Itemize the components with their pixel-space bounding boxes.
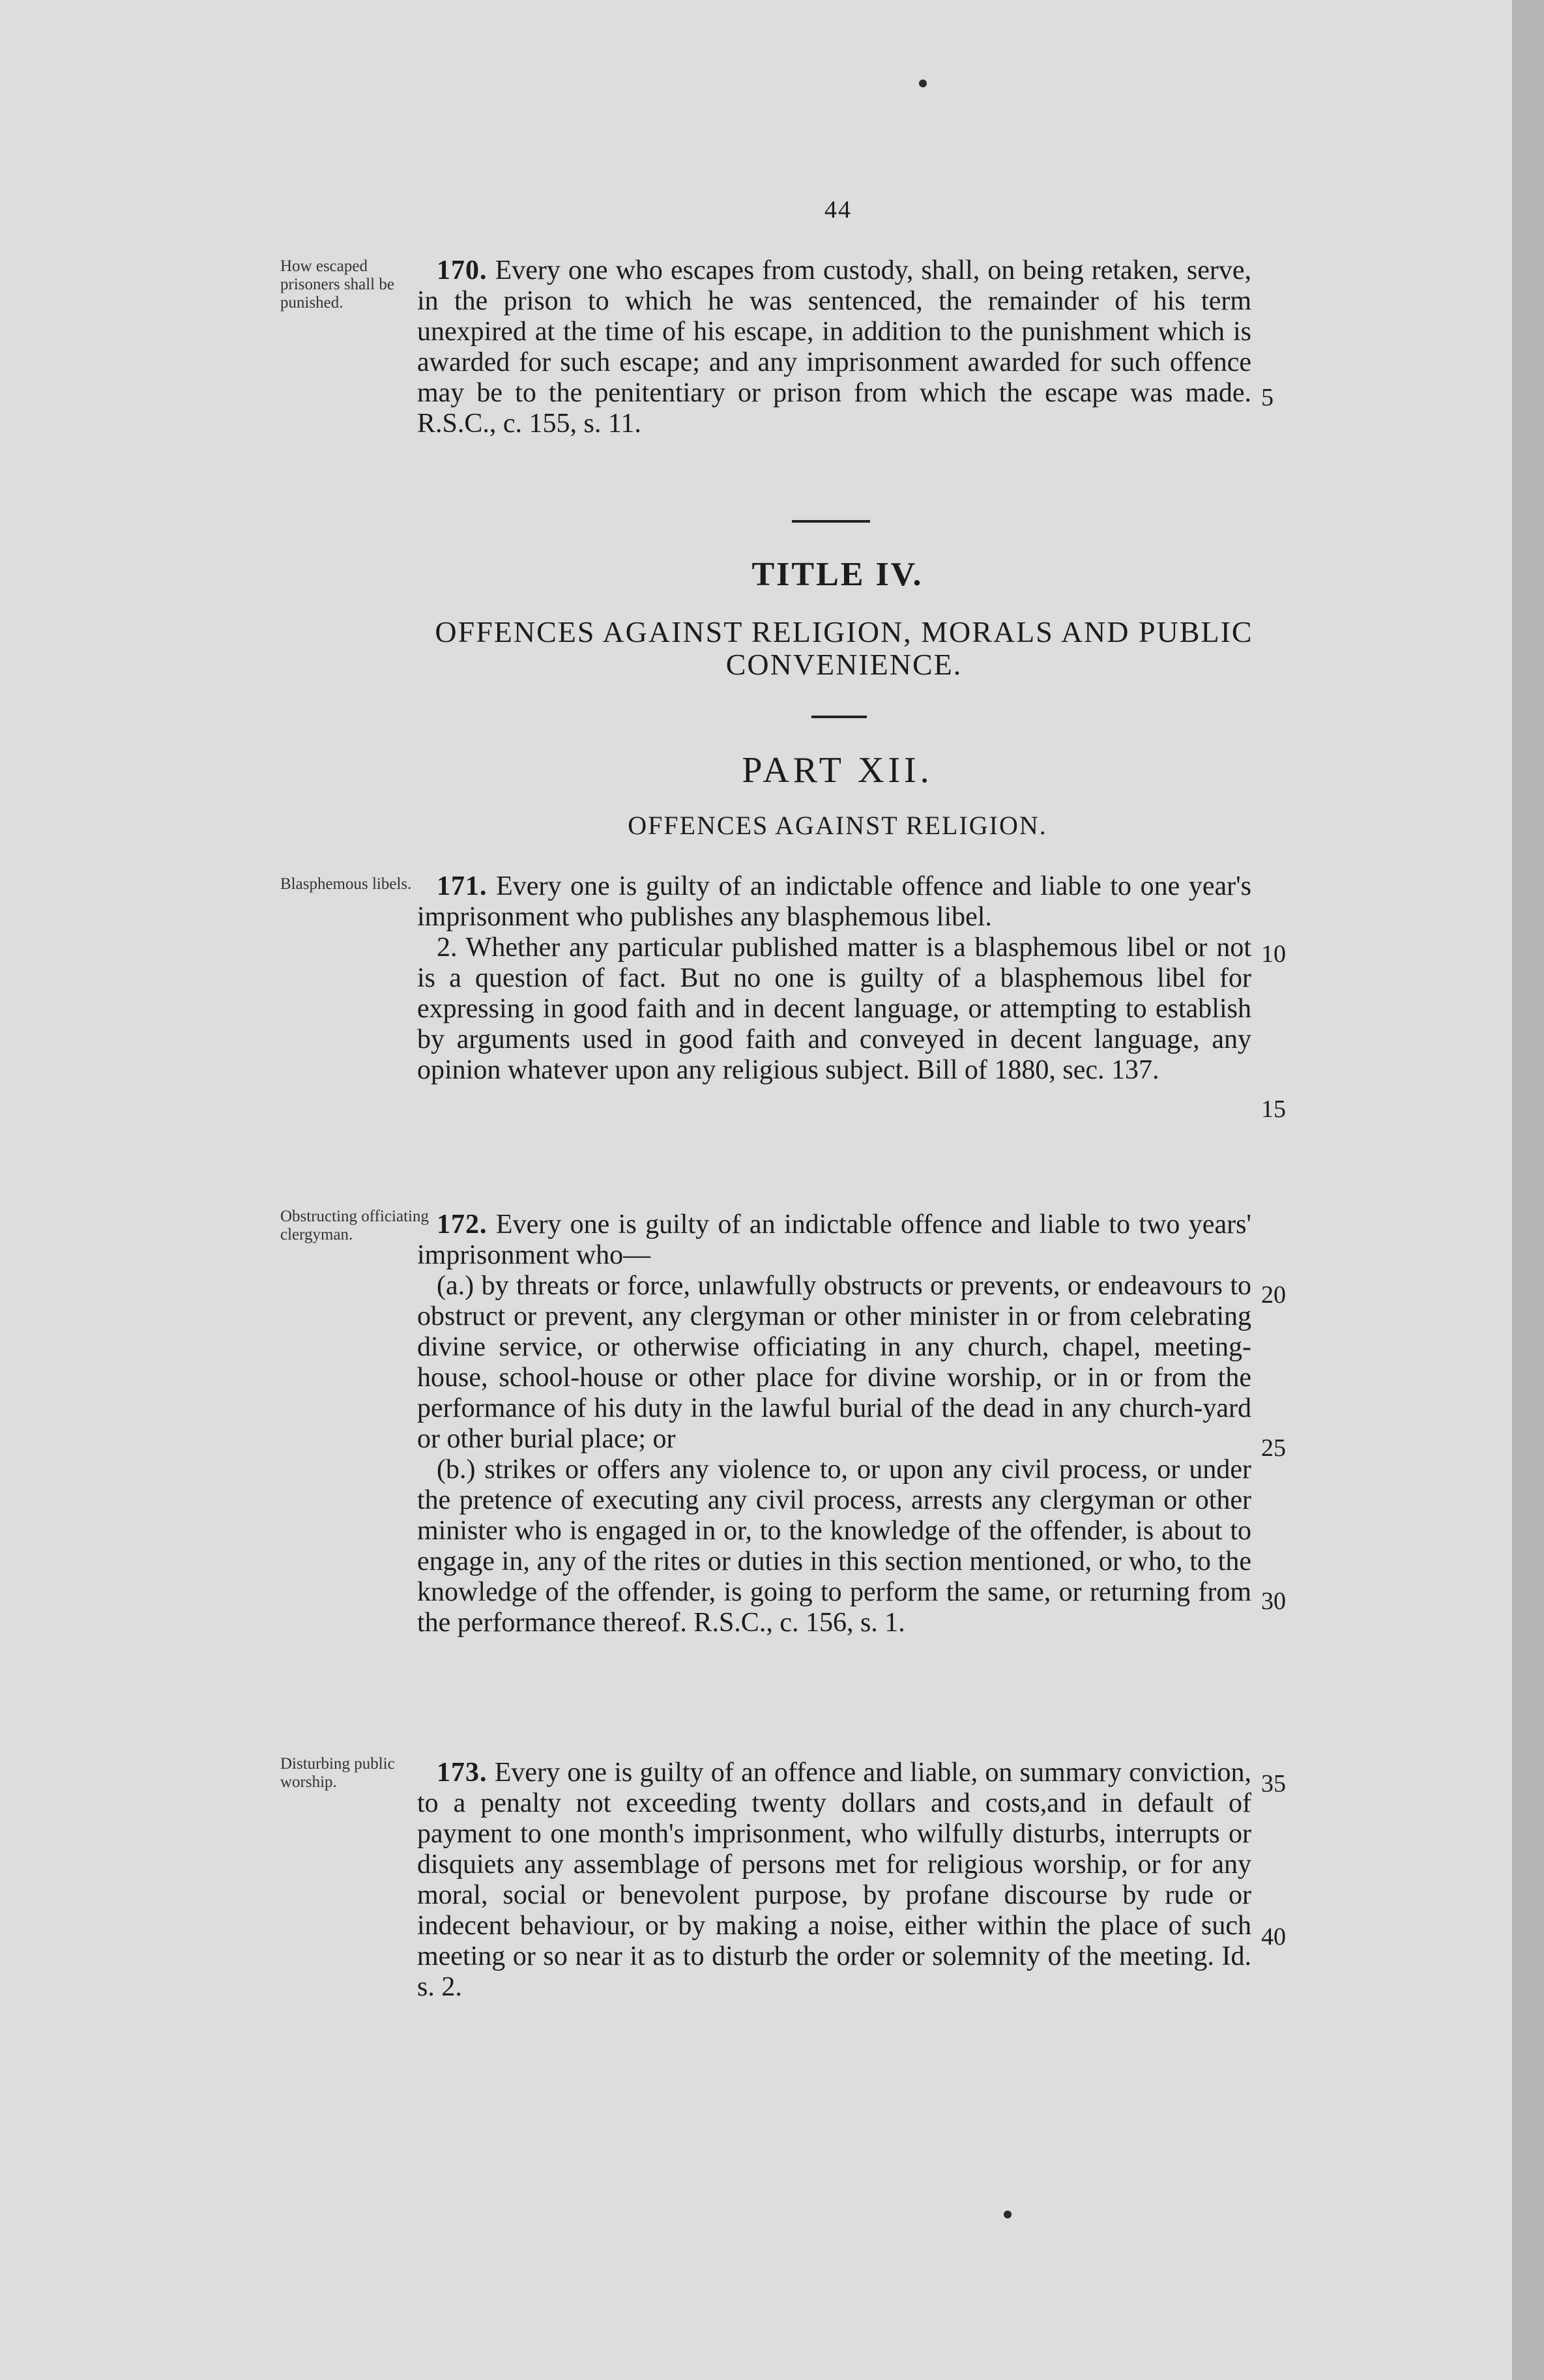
section-173 (417, 1758, 1251, 2003)
line-number: 15 (1261, 1096, 1286, 1123)
section-171 (417, 871, 1251, 1086)
margin-note-172: Obstructing officiating clergyman. (280, 1208, 429, 1243)
section-170 (417, 255, 1251, 439)
section-text: Every one is guilty of an indictable offence and liable to two years' imprisonment who— (417, 1210, 1251, 1270)
part-subheading: OFFENCES AGAINST RELIGION. (628, 811, 1047, 840)
section-number: 170. (437, 255, 488, 285)
margin-note-173: Disturbing public worship. (280, 1755, 395, 1791)
ink-dot (919, 80, 927, 87)
part-heading: PART XII. (742, 750, 933, 791)
line-number: 5 (1261, 384, 1274, 411)
subsection-2: 2. Whether any particular published matter is a blasphemous libel or not is a question of fact. But no one is guilty of a blasphemous libel for expressing in good faith and in decent language, or attempting to establish by arguments used in good faith and conveyed in decent language, any opinion whatever upon any religious subject. Bill of 1880, sec. 137. (417, 933, 1251, 1085)
divider-rule (792, 520, 870, 523)
scan-edge (1512, 0, 1544, 2380)
margin-note-170: How escaped prisoners shall be punished. (280, 257, 394, 312)
section-number: 172. (437, 1210, 488, 1240)
line-number: 30 (1261, 1588, 1286, 1615)
title-subheading: OFFENCES AGAINST RELIGION, MORALS AND PUBLIC CONVENIENCE. (435, 615, 1253, 681)
line-number: 40 (1261, 1923, 1286, 1951)
clause-b: (b.) strikes or offers any violence to, or upon any civil process, or under the pretence of executing any civil process, arrests any clergyman or other minister who is engaged in or, to the knowledge of the offender, is about to engage in, any of the rites or duties in this section mentioned, or who, to the knowledge of the offender, is going to perform the same, or returning from the performance thereof. R.S.C., c. 156, s. 1. (417, 1455, 1251, 1638)
line-number: 25 (1261, 1434, 1286, 1462)
divider-rule (811, 716, 867, 718)
line-number: 20 (1261, 1281, 1286, 1309)
line-number: 35 (1261, 1770, 1286, 1797)
line-number: 10 (1261, 940, 1286, 968)
title-heading: TITLE IV. (751, 556, 924, 593)
page-number: 44 (824, 196, 852, 224)
section-text: Every one is guilty of an indictable offence and liable to one year's imprisonment who publishes any blasphemous libel. (417, 871, 1251, 932)
ink-dot (1004, 2211, 1012, 2218)
margin-note-171: Blasphemous libels. (280, 875, 412, 893)
clause-a: (a.) by threats or force, unlawfully obstructs or prevents, or endeavours to obstruct or prevent, any clergyman or other minister in or from celebrating divine service, or otherwise officiating in any church, chapel, meeting-house, school-house or other place for divine worship, or in or from the performance of his duty in the lawful burial of the dead in any church-yard or other burial place; or (417, 1271, 1251, 1454)
section-number: 173. (437, 1758, 488, 1788)
section-172 (417, 1210, 1251, 1638)
section-number: 171. (437, 871, 488, 901)
section-text: Every one who escapes from custody, shall, on being retaken, serve, in the prison to which he was sentenced, the remainder of his term unexpired at the time of his escape, in addition to the punishment which is awarded for such escape; and any imprisonment awarded for such offence may be to the penitentiary or prison from which the escape was made. R.S.C., c. 155, s. 11. (417, 255, 1251, 439)
section-text: Every one is guilty of an offence and liable, on summary conviction, to a penalty not exceeding twenty dollars and costs,and in default of payment to one month's imprisonment, who wilfully disturbs, interrupts or disquiets any assemblage of persons met for religious worship, or for any moral, social or benevolent purpose, by profane discourse by rude or indecent behaviour, or by making a noise, either within the place of such meeting or so near it as to disturb the order or solemnity of the meeting. Id. s. 2. (417, 1758, 1252, 2002)
